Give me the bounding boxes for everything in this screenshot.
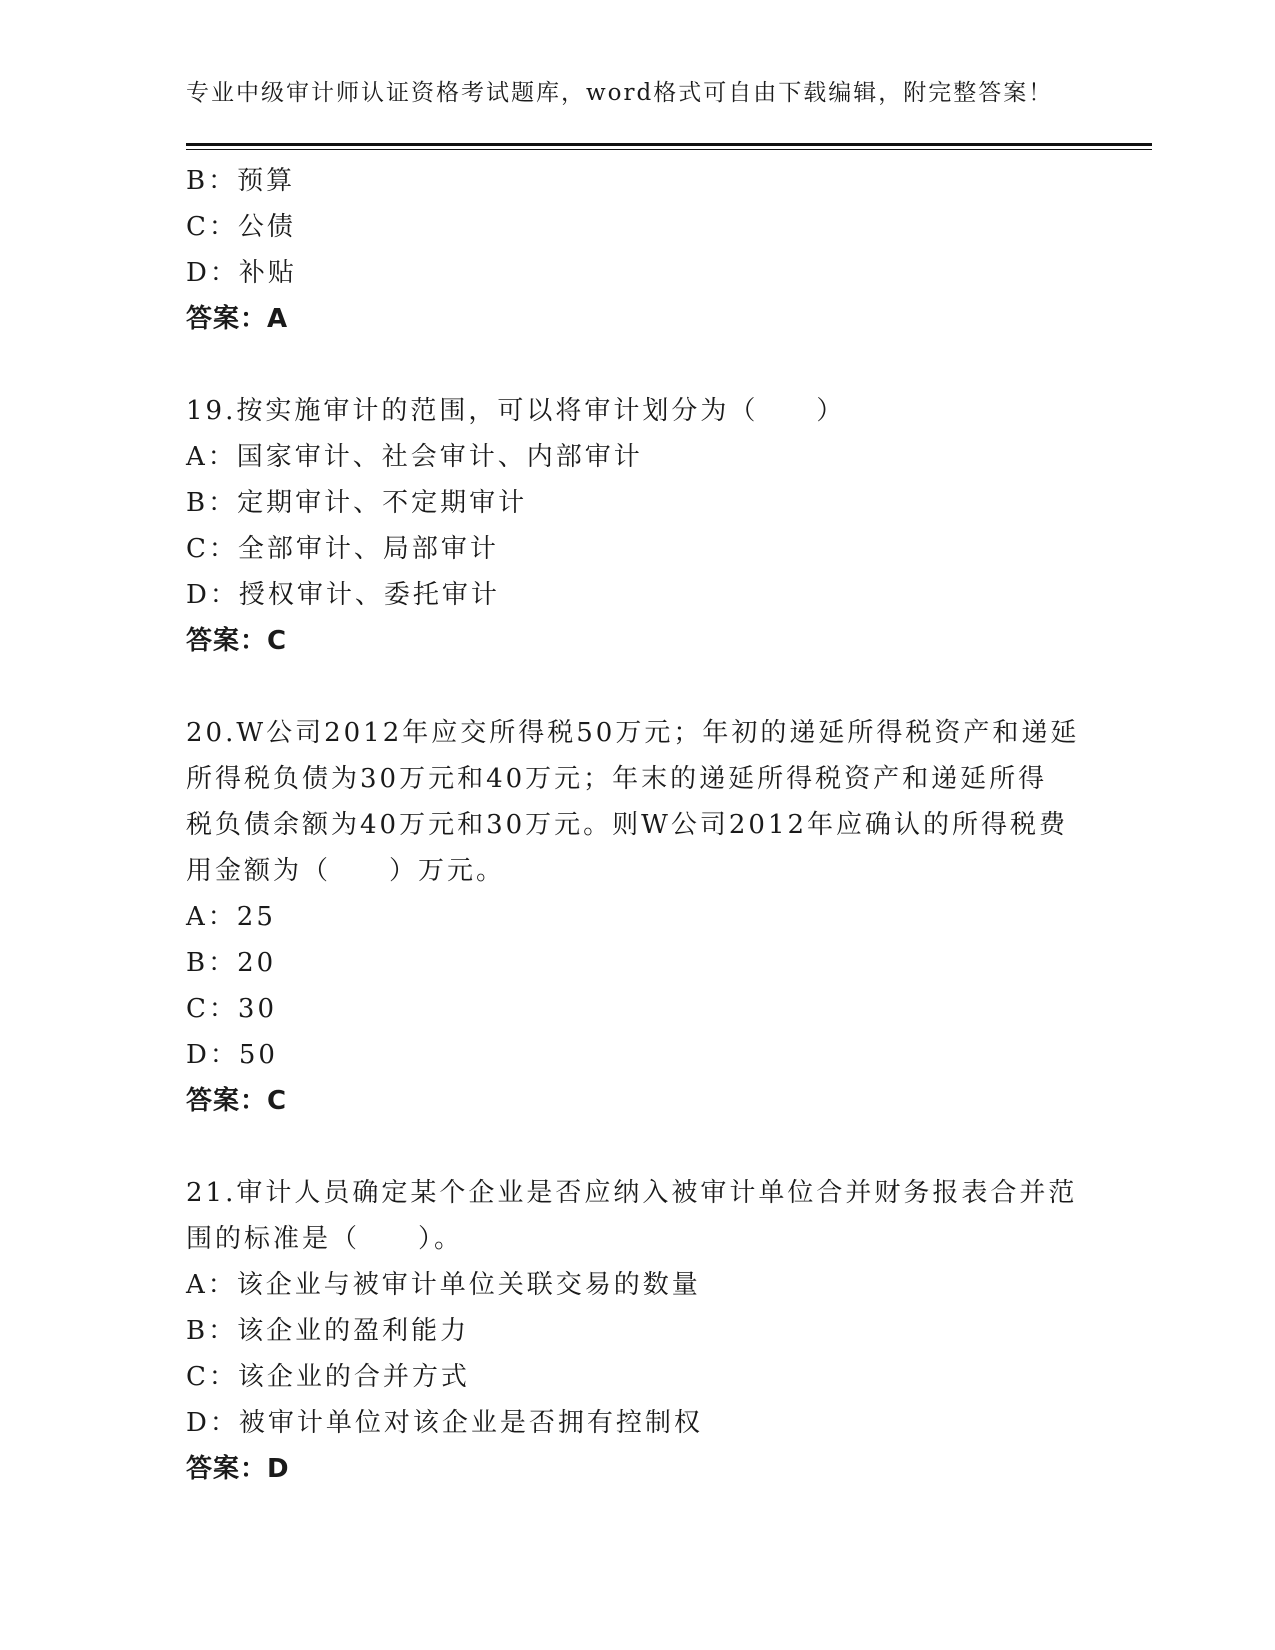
option-label: A： — [186, 1270, 237, 1300]
option-a — [186, 434, 1086, 480]
option-text: 该企业与被审计单位关联交易的数量 — [236, 1270, 701, 1300]
question-stem-line: 用金额为（ ）万元。 — [186, 856, 506, 886]
answer-line: 答案：C — [186, 1086, 288, 1116]
option-text: 补贴 — [238, 258, 297, 288]
document-body — [186, 158, 1086, 1492]
question-18-continued — [186, 158, 1086, 342]
option-label: B： — [186, 166, 238, 196]
option-label: B： — [186, 948, 238, 978]
option-d — [186, 1400, 1086, 1446]
option-label: A： — [186, 442, 237, 472]
option-b — [186, 1308, 1086, 1354]
option-label: B： — [186, 488, 238, 518]
option-label: D： — [186, 1040, 239, 1070]
option-label: B： — [186, 1316, 238, 1346]
option-text: 预算 — [237, 166, 296, 196]
spacer — [186, 664, 1086, 710]
answer-line: 答案：C — [186, 626, 288, 656]
option-c — [186, 204, 1086, 250]
option-label: D： — [186, 258, 239, 288]
option-text: 公债 — [237, 212, 296, 242]
option-c — [186, 526, 1086, 572]
header-rule-thin — [186, 149, 1152, 150]
option-label: C： — [186, 534, 238, 564]
option-text: 授权审计、委托审计 — [238, 580, 500, 610]
header-rule-thick — [186, 143, 1152, 146]
option-d — [186, 1032, 1086, 1078]
answer-line: 答案：D — [186, 1454, 290, 1484]
question-stem: 19.按实施审计的范围，可以将审计划分为（ ） — [186, 396, 846, 426]
option-b — [186, 940, 1086, 986]
option-c — [186, 1354, 1086, 1400]
question-stem-line: 21.审计人员确定某个企业是否应纳入被审计单位合并财务报表合并范 — [186, 1178, 1078, 1208]
option-c — [186, 986, 1086, 1032]
question-stem-line: 所得税负债为30万元和40万元；年末的递延所得税资产和递延所得 — [186, 764, 1048, 794]
question-21 — [186, 1170, 1086, 1492]
answer-line: 答案：A — [186, 304, 289, 334]
option-text: 该企业的盈利能力 — [237, 1316, 470, 1346]
option-a — [186, 894, 1086, 940]
option-text: 被审计单位对该企业是否拥有控制权 — [238, 1408, 703, 1438]
question-stem-line: 20.W公司2012年应交所得税50万元；年初的递延所得税资产和递延 — [186, 718, 1080, 748]
option-b — [186, 480, 1086, 526]
question-stem-line: 税负债余额为40万元和30万元。则W公司2012年应确认的所得税费 — [186, 810, 1069, 840]
option-text: 全部审计、局部审计 — [237, 534, 499, 564]
option-b — [186, 158, 1086, 204]
option-text: 30 — [237, 994, 277, 1024]
option-text: 该企业的合并方式 — [237, 1362, 470, 1392]
option-label: D： — [186, 1408, 239, 1438]
option-label: C： — [186, 212, 238, 242]
option-text: 国家审计、社会审计、内部审计 — [236, 442, 643, 472]
option-text: 50 — [238, 1040, 278, 1070]
option-d — [186, 250, 1086, 296]
spacer — [186, 342, 1086, 388]
page-header: 专业中级审计师认证资格考试题库，word格式可自由下载编辑，附完整答案！ — [186, 80, 1054, 106]
option-text: 20 — [237, 948, 277, 978]
option-a — [186, 1262, 1086, 1308]
question-19 — [186, 388, 1086, 664]
option-label: A： — [186, 902, 237, 932]
option-label: C： — [186, 994, 238, 1024]
option-text: 25 — [236, 902, 276, 932]
option-text: 定期审计、不定期审计 — [237, 488, 528, 518]
question-20 — [186, 710, 1086, 1124]
spacer — [186, 1124, 1086, 1170]
option-label: C： — [186, 1362, 238, 1392]
option-label: D： — [186, 580, 239, 610]
question-stem-line: 围的标准是（ ）。 — [186, 1224, 464, 1254]
option-d — [186, 572, 1086, 618]
